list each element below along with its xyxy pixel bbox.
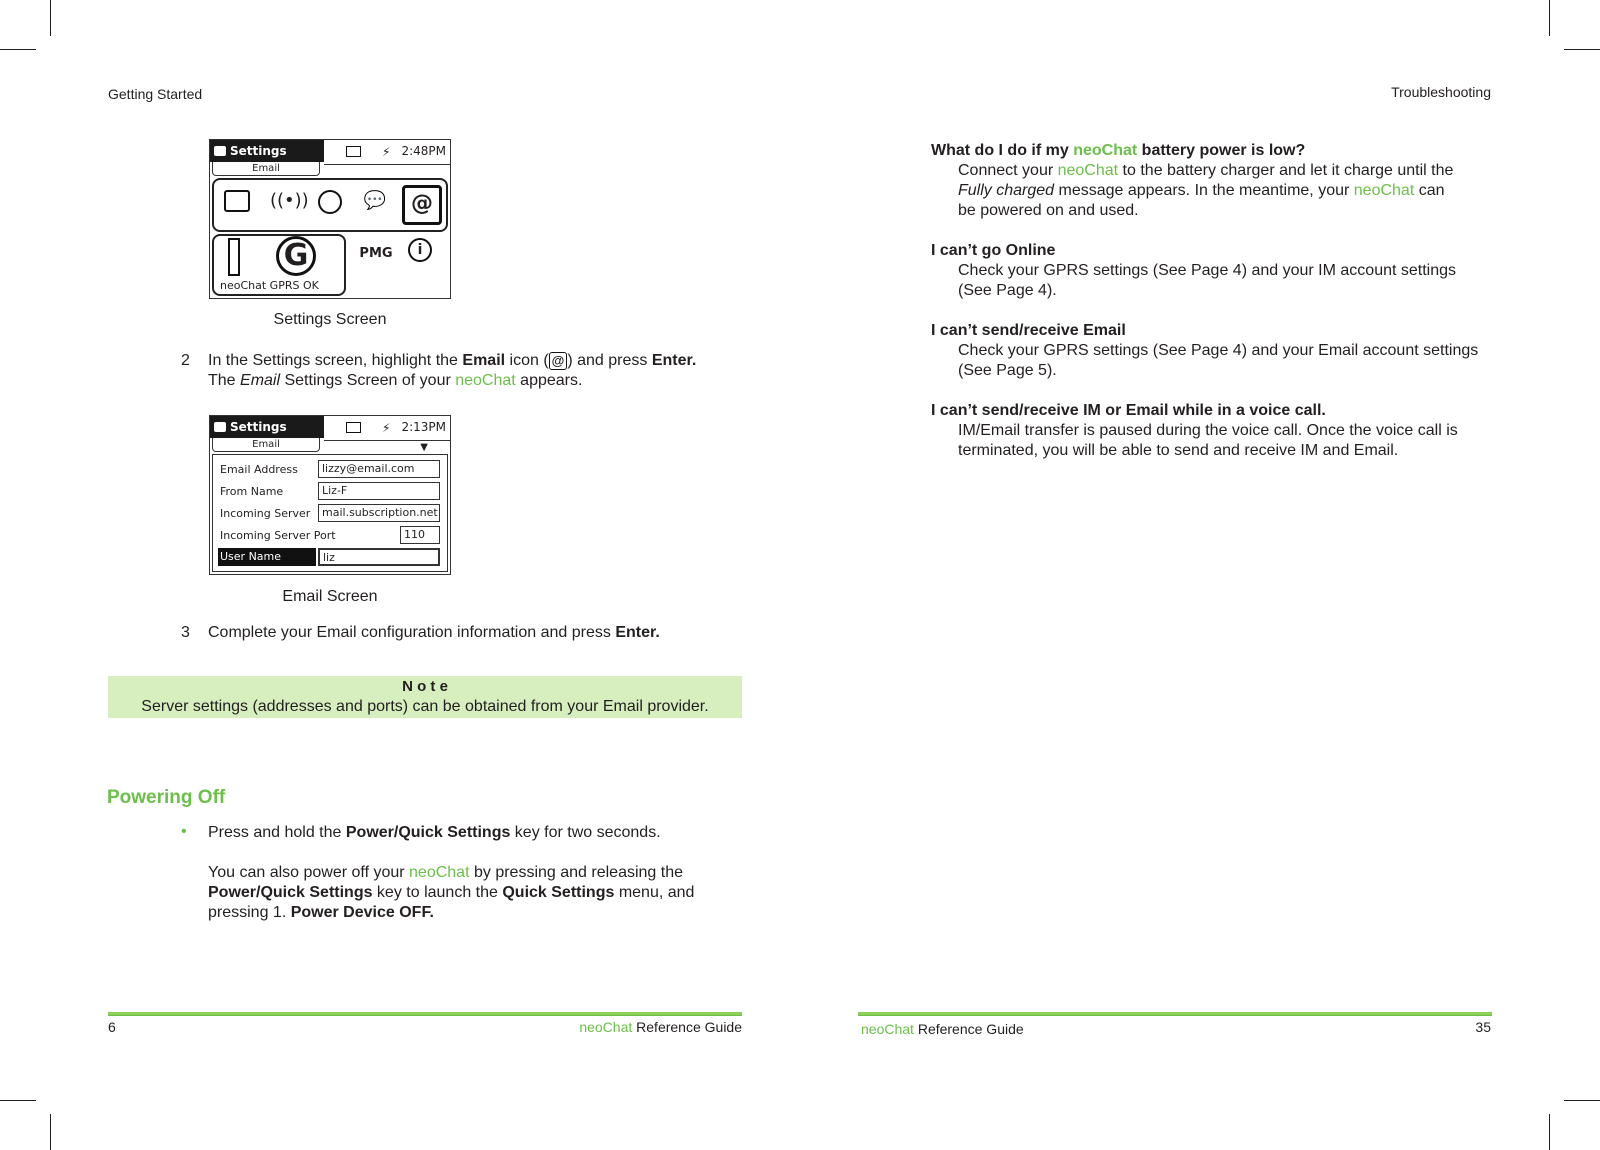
envelope-icon (346, 146, 361, 157)
faq-item (931, 141, 1491, 221)
gprs-g-icon: G (276, 236, 316, 276)
faq-question: What do I do if my neoChat battery power is low? (931, 142, 1306, 159)
settings-icon (214, 422, 226, 432)
section-heading: Powering Off (107, 787, 226, 808)
email-screen-image (209, 415, 451, 575)
running-head-right: Troubleshooting (1391, 84, 1491, 100)
faq-question: I can’t go Online (931, 242, 1056, 259)
incoming-port-field: 110 (400, 526, 440, 544)
email-at-inline-icon: @ (549, 352, 568, 370)
faq-item (931, 321, 1491, 381)
device-status: neoChat GPRS OK (220, 279, 319, 292)
chat-icon: 💬 (363, 190, 387, 211)
status-area (212, 234, 346, 296)
note-box (108, 676, 742, 718)
screen-time: 2:13PM (401, 420, 446, 434)
footer-rule (108, 1012, 742, 1016)
faq-answer: Check your GPRS settings (See Page 4) and your IM account settings (See Page 4). (958, 262, 1457, 299)
faq-answer: Connect your neoChat to the battery charger and let it charge until the Fully charged message appears. In the meantime, your neoChat can be powered on and used. (958, 162, 1454, 219)
step-3-text: Complete your Email configuration information and press Enter. (208, 624, 660, 641)
crop-mark (1564, 1100, 1600, 1101)
crop-mark (1549, 1114, 1550, 1150)
screen-title: Settings (210, 140, 324, 162)
battery-icon (228, 238, 240, 276)
faq-question: I can’t send/receive Email (931, 322, 1126, 339)
form-row: User Name liz (218, 548, 442, 568)
incoming-server-field: mail.subscription.net (318, 504, 440, 522)
info-icon: i (408, 238, 432, 262)
user-name-field: liz (318, 548, 440, 566)
email-at-icon: @ (402, 185, 442, 225)
from-name-field: Liz-F (318, 482, 440, 500)
signal-icon: ⚡ (382, 421, 391, 435)
crop-mark (0, 1100, 36, 1101)
power-off-step: Press and hold the Power/Quick Settings key for two seconds. (208, 824, 661, 841)
note-title: N o t e (402, 678, 448, 695)
bullet-icon: • (181, 823, 187, 840)
page-number: 35 (1475, 1019, 1491, 1035)
step-2-text: In the Settings screen, highlight the Email icon ( @ ) and press Enter. The Email Settings Screen of your neoChat appears. (208, 352, 697, 389)
footer-rule (858, 1012, 1492, 1016)
email-address-field: lizzy@email.com (318, 460, 440, 478)
form-row: Incoming Server mail.subscription.net (218, 504, 442, 524)
step-number: 2 (181, 352, 190, 369)
page-number: 6 (108, 1019, 116, 1035)
status-bar (324, 416, 450, 453)
crop-mark (0, 49, 36, 50)
running-head-left: Getting Started (108, 86, 203, 102)
screen-title: Settings (210, 416, 324, 438)
screen-time: 2:48PM (401, 144, 446, 158)
form-row: Email Address lizzy@email.com (218, 460, 442, 480)
pmg-icon: PMG (359, 246, 393, 261)
footer-guide: neoChat Reference Guide (861, 1021, 1024, 1037)
crop-mark (50, 0, 51, 36)
power-off-alternative: You can also power off your neoChat by pressing and releasing the Power/Quick Settings key to launch the Quick Settings menu, and pressing 1. Power Device OFF. (208, 864, 695, 921)
step-number: 3 (181, 624, 190, 641)
settings-icon (214, 146, 226, 156)
note-text: Server settings (addresses and ports) can be obtained from your Email provider. (141, 698, 709, 715)
form-row: Incoming Server Port 110 (218, 526, 442, 546)
icon-row (212, 178, 448, 232)
email-screen-caption: Email Screen (282, 588, 378, 605)
settings-screen-image (209, 139, 451, 299)
signal-icon: ⚡ (382, 145, 391, 159)
settings-screen-caption: Settings Screen (273, 311, 387, 328)
form-row: From Name Liz-F (218, 482, 442, 502)
faq-answer: Check your GPRS settings (See Page 4) and your Email account settings (See Page 5). (958, 342, 1479, 379)
faq-answer: IM/Email transfer is paused during the voice call. Once the voice call is terminated, you will be able to send and receive IM and Email. (958, 422, 1458, 459)
faq-question: I can’t send/receive IM or Email while in a voice call. (931, 402, 1326, 419)
screen-tab: Email (212, 438, 320, 452)
computer-icon (224, 190, 250, 212)
footer-guide: neoChat Reference Guide (579, 1019, 742, 1035)
envelope-icon (346, 422, 361, 433)
clock-icon (318, 190, 342, 214)
crop-mark (1564, 49, 1600, 50)
crop-mark (50, 1114, 51, 1150)
sound-icon: ((•)) (270, 190, 309, 211)
chevron-down-icon: ▼ (420, 442, 428, 453)
screen-tab: Email (212, 162, 320, 176)
crop-mark (1549, 0, 1550, 36)
faq-item (931, 401, 1491, 461)
status-bar (324, 140, 450, 165)
faq-item (931, 241, 1491, 301)
